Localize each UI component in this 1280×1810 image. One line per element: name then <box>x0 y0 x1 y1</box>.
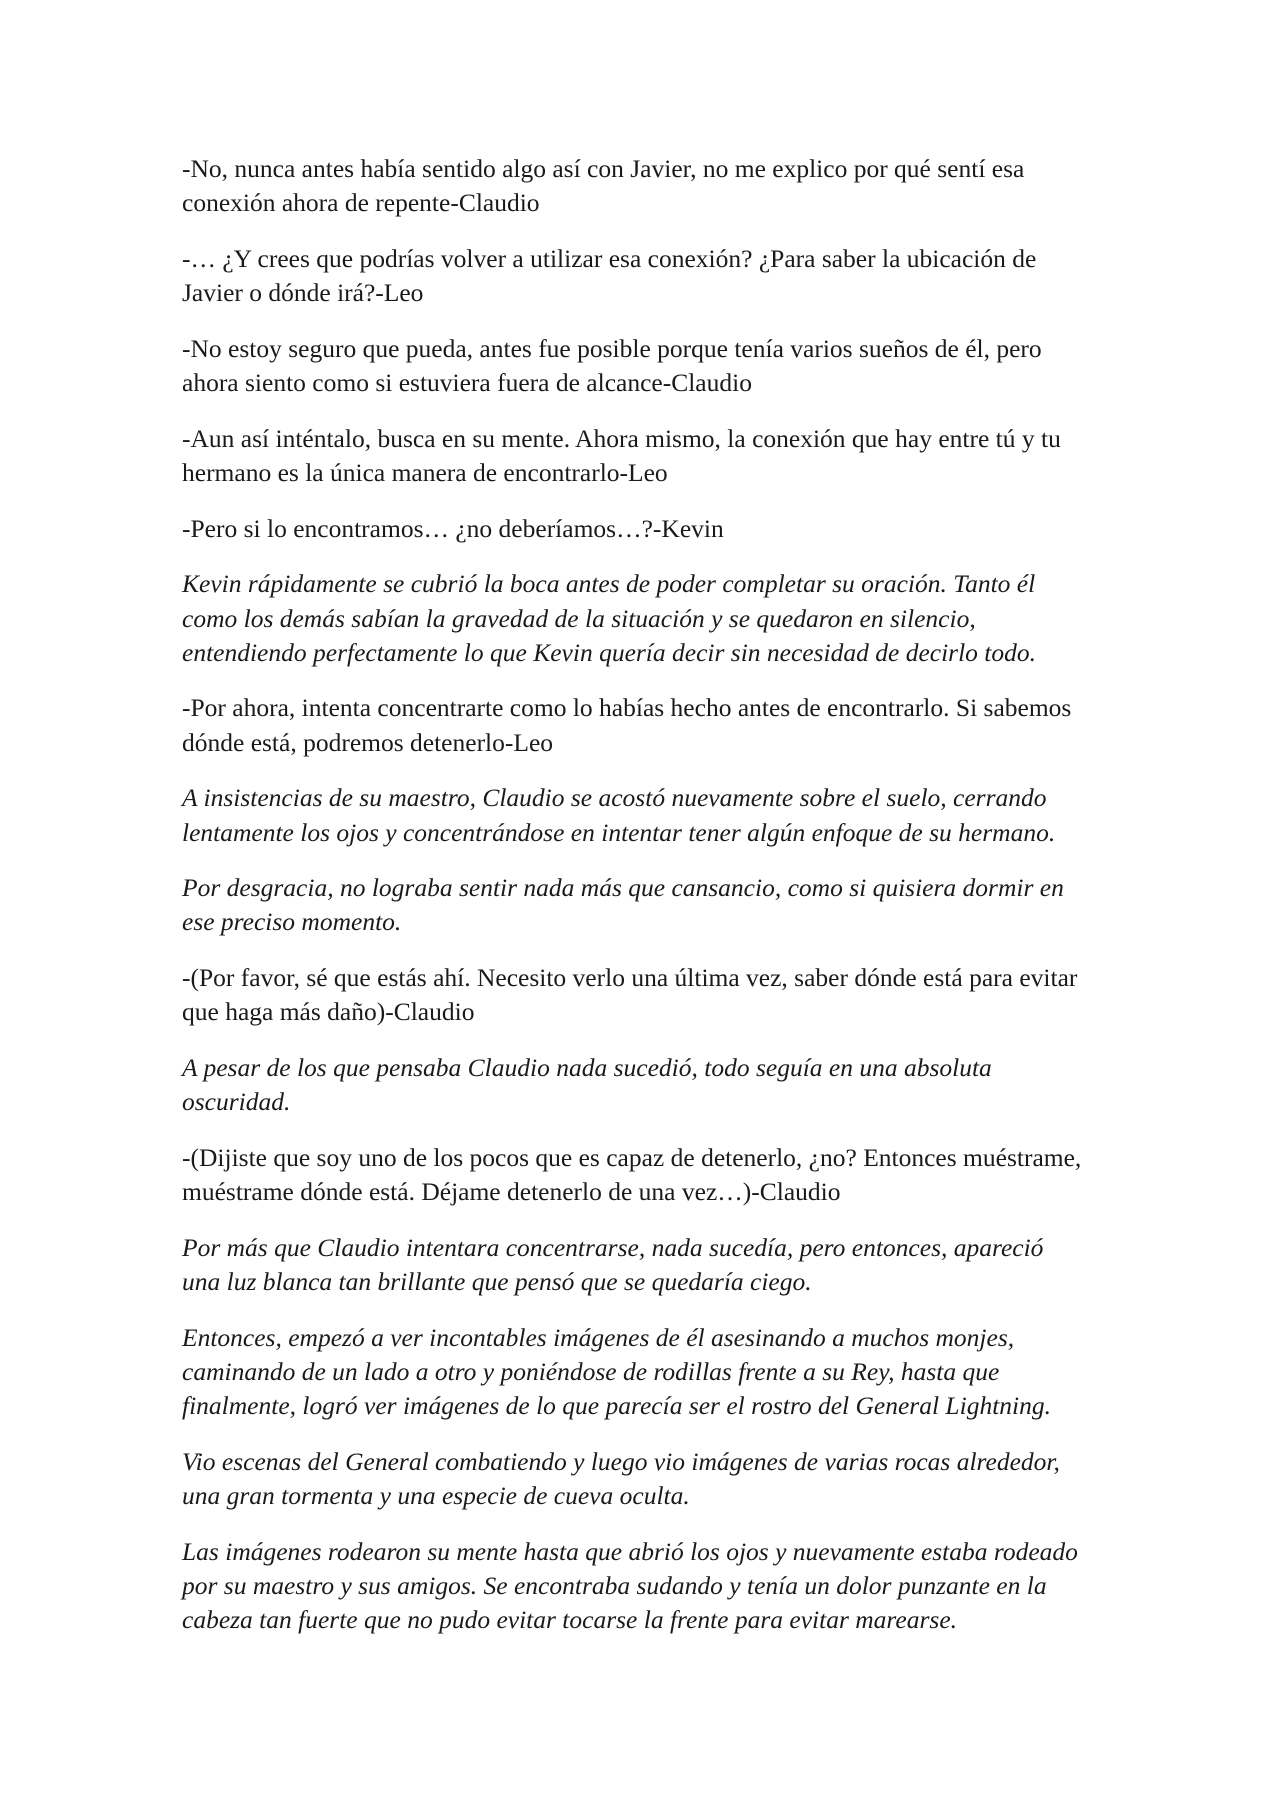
text-line: cabeza tan fuerte que no pudo evitar tocarse la frente para evitar marearse. <box>182 1605 958 1635</box>
narration-paragraph <box>182 1231 1112 1299</box>
text-line: A insistencias de su maestro, Claudio se acostó nuevamente sobre el suelo, cerrando <box>182 783 1047 813</box>
text-line: Kevin rápidamente se cubrió la boca antes de poder completar su oración. Tanto él <box>182 569 1036 599</box>
text-line: una luz blanca tan brillante que pensó que se quedaría ciego. <box>182 1267 812 1297</box>
dialogue-paragraph <box>182 422 1112 490</box>
narration-paragraph <box>182 1321 1112 1424</box>
text-line: -… ¿Y crees que podrías volver a utilizar esa conexión? ¿Para saber la ubicación de <box>182 243 1037 273</box>
dialogue-paragraph <box>182 332 1112 400</box>
text-line: lentamente los ojos y concentrándose en intentar tener algún enfoque de su hermano. <box>182 817 1056 847</box>
dialogue-paragraph <box>182 691 1112 759</box>
text-line: A pesar de los que pensaba Claudio nada sucedió, todo seguía en una absoluta <box>182 1053 992 1083</box>
text-line: entendiendo perfectamente lo que Kevin quería decir sin necesidad de decirlo todo. <box>182 637 1037 667</box>
text-line: que haga más daño)-Claudio <box>182 997 475 1027</box>
dialogue-paragraph <box>182 512 1112 546</box>
text-line: -No, nunca antes había sentido algo así con Javier, no me explico por qué sentí esa <box>182 154 1025 183</box>
text-line: -(Dijiste que soy uno de los pocos que es capaz de detenerlo, ¿no? Entonces muéstrame, <box>182 1142 1082 1172</box>
text-line: Por desgracia, no lograba sentir nada más que cansancio, como si quisiera dormir en <box>182 873 1064 903</box>
text-line: una gran tormenta y una especie de cueva oculta. <box>182 1481 690 1511</box>
text-line: -(Por favor, sé que estás ahí. Necesito verlo una última vez, saber dónde está para evitar <box>182 963 1078 993</box>
text-line: -Pero si lo encontramos… ¿no deberíamos…?-Kevin <box>182 513 724 543</box>
dialogue-paragraph <box>182 242 1112 310</box>
text-line: -Aun así inténtalo, busca en su mente. Ahora mismo, la conexión que hay entre tú y tu <box>182 423 1061 453</box>
text-line: dónde está, podremos detenerlo-Leo <box>182 727 554 757</box>
text-line: por su maestro y sus amigos. Se encontraba sudando y tenía un dolor punzante en la <box>182 1571 1047 1600</box>
text-line: ese preciso momento. <box>182 907 402 937</box>
narration-paragraph <box>182 1445 1112 1513</box>
narration-paragraph <box>182 567 1112 670</box>
text-line: muéstrame dónde está. Déjame detenerlo de una vez…)-Claudio <box>182 1177 841 1207</box>
dialogue-paragraph <box>182 961 1112 1029</box>
text-line: finalmente, logró ver imágenes de lo que parecía ser el rostro del General Lightning. <box>182 1391 1051 1421</box>
text-line: conexión ahora de repente-Claudio <box>182 188 540 218</box>
text-line: Javier o dónde irá?-Leo <box>182 278 424 308</box>
document-page <box>182 152 1112 1659</box>
text-line: -Por ahora, intenta concentrarte como lo habías hecho antes de encontrarlo. Si sabemos <box>182 693 1072 723</box>
narration-paragraph <box>182 781 1112 849</box>
dialogue-paragraph <box>182 152 1112 220</box>
dialogue-paragraph <box>182 1141 1112 1209</box>
text-line: Vio escenas del General combatiendo y luego vio imágenes de varias rocas alrededor, <box>182 1446 1060 1476</box>
narration-paragraph <box>182 871 1112 939</box>
text-line: oscuridad. <box>182 1087 291 1117</box>
text-line: -No estoy seguro que pueda, antes fue posible porque tenía varios sueños de él, pero <box>182 333 1042 363</box>
narration-paragraph <box>182 1535 1112 1638</box>
text-line: como los demás sabían la gravedad de la situación y se quedaron en silencio, <box>182 603 976 633</box>
text-line: Las imágenes rodearon su mente hasta que abrió los ojos y nuevamente estaba rodeado <box>182 1536 1078 1566</box>
text-line: caminando de un lado a otro y poniéndose de rodillas frente a su Rey, hasta que <box>182 1356 1000 1386</box>
text-line: hermano es la única manera de encontrarlo-Leo <box>182 457 668 487</box>
text-line: ahora siento como si estuviera fuera de alcance-Claudio <box>182 368 752 398</box>
text-line: Por más que Claudio intentara concentrarse, nada sucedía, pero entonces, apareció <box>182 1232 1044 1262</box>
narration-paragraph <box>182 1051 1112 1119</box>
text-line: Entonces, empezó a ver incontables imágenes de él asesinando a muchos monjes, <box>182 1322 1015 1352</box>
